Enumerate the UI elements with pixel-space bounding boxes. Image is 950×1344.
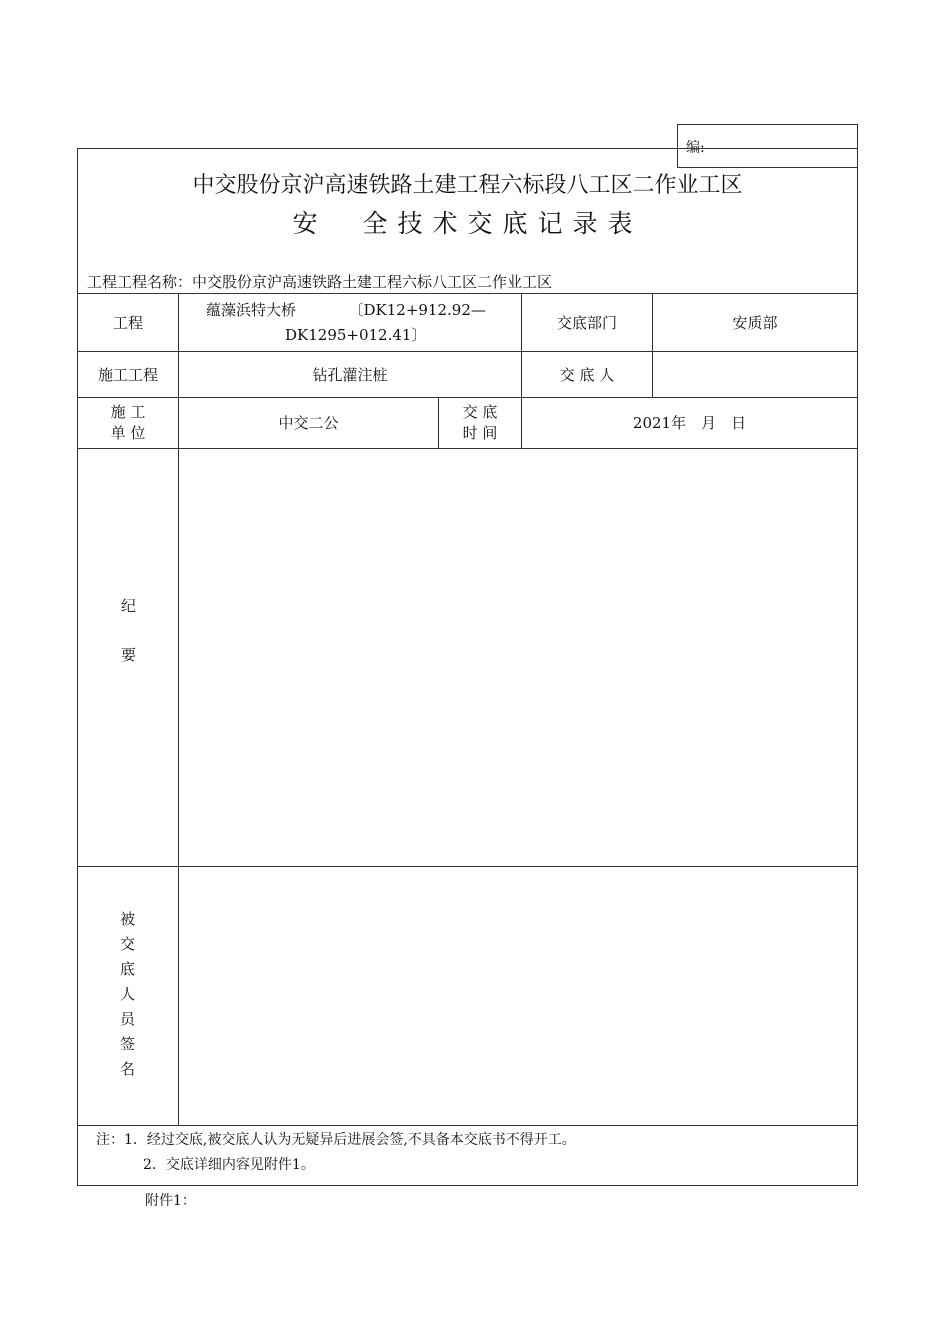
discloser-value[interactable] <box>653 352 857 397</box>
project-value-line1: 蕴藻浜特大桥 〔DK12+912.92— <box>206 301 486 319</box>
time-value[interactable]: 2021年 月 日 <box>632 414 747 432</box>
note-line2: 2．交底详细内容见附件1。 <box>143 1157 315 1173</box>
project-label: 工程 <box>112 313 143 332</box>
summary-label-char2: 要 <box>121 646 137 664</box>
project-value <box>179 294 521 351</box>
project-value-line2: DK1295+012.41〕 <box>285 326 427 344</box>
time-label-line2: 时 间 <box>462 424 498 442</box>
summary-label-char1: 纪 <box>121 597 137 615</box>
unit-label-line2: 单 位 <box>110 424 146 442</box>
summary-label <box>78 449 178 866</box>
dept-label: 交底部门 <box>556 313 617 332</box>
note-line1: 注：1．经过交底,被交底人认为无疑异后进展会签,不具备本交底书不得开工。 <box>96 1132 576 1148</box>
discloser-label: 交 底 人 <box>559 365 615 384</box>
attachment-label: 附件1： <box>145 1193 196 1209</box>
doc-number-label: 编: <box>686 140 705 156</box>
construction-label: 施工工程 <box>97 365 158 384</box>
unit-label-line1: 施 工 <box>110 403 146 421</box>
document-title-line1: 中交股份京沪高速铁路土建工程六标段八工区二作业工区 <box>192 173 743 198</box>
dept-value: 安质部 <box>732 313 778 332</box>
time-label <box>439 398 521 448</box>
unit-label <box>78 398 178 448</box>
time-label-line1: 交 底 <box>462 403 498 421</box>
document-title-line2: 安 全技术交底记录表 <box>292 209 643 238</box>
unit-value: 中交二公 <box>278 414 339 432</box>
project-name: 工程工程名称：中交股份京沪高速铁路土建工程六标八工区二作业工区 <box>87 273 553 291</box>
signature-area[interactable] <box>179 867 857 1125</box>
signature-label-wrap <box>78 867 178 1125</box>
construction-value: 钻孔灌注桩 <box>312 365 388 384</box>
signature-label: 被交底人员签名 <box>118 911 136 1086</box>
summary-content-area[interactable] <box>179 449 857 866</box>
